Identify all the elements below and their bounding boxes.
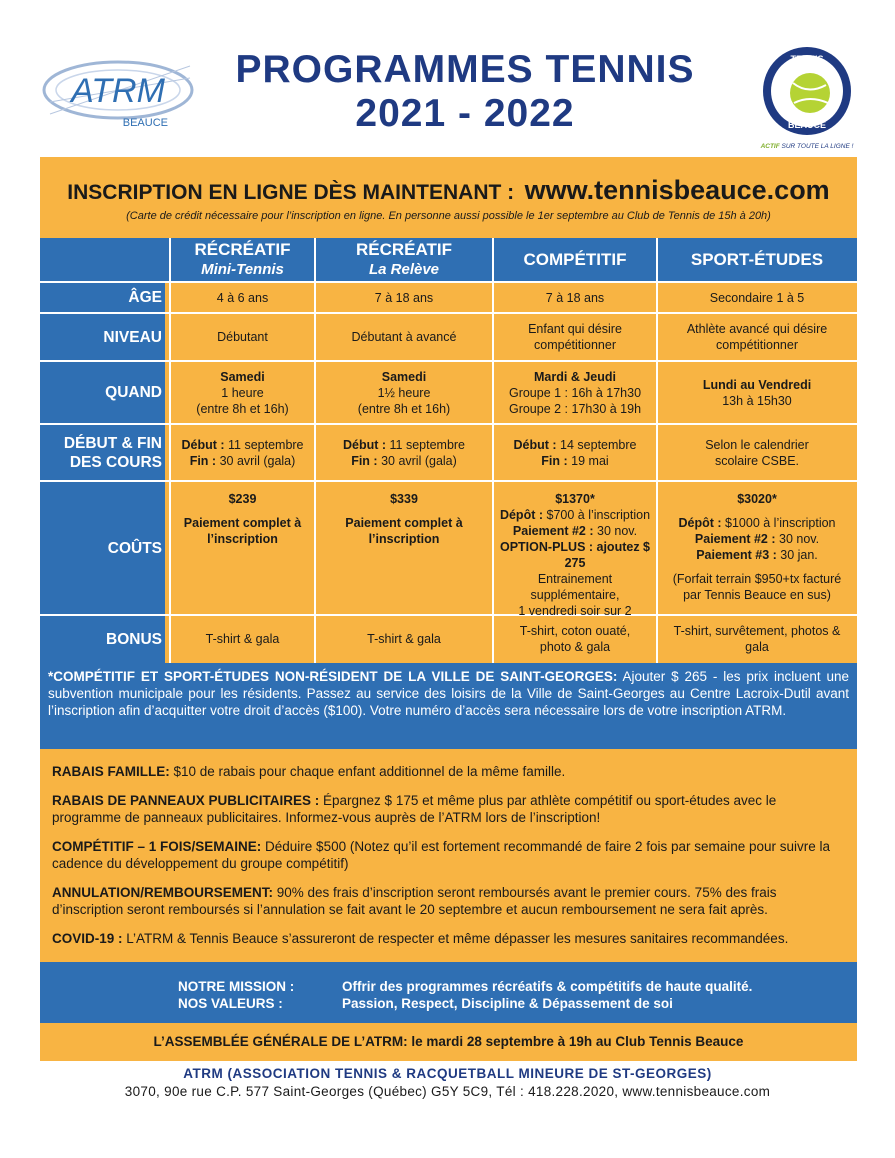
tennis-beauce-logo [760,45,855,155]
svg-text:ACTIF SUR TOUTE LA LIGNE ! [760,143,854,150]
registration-url-link[interactable]: www.tennisbeauce.com [524,175,830,205]
registration-label: INSCRIPTION EN LIGNE DÈS MAINTENANT : [67,181,515,204]
programs-table [40,238,857,663]
row-label-bonus: BONUS [106,630,162,648]
values-text: Passion, Respect, Discipline & Dépassement de soi [342,996,673,1011]
debut-fin-cell: Début : 11 septembre Fin : 30 avril (gala) [342,437,466,468]
info-block [40,749,857,962]
niveau-cell: Athlète avancé qui désire compétitionner [686,322,828,352]
footer-address: 3070, 90e rue C.P. 577 Saint-Georges (Québec) G5Y 5C9, Tél : 418.228.2020, www.tennisbeauce.com [124,1084,771,1099]
debut-fin-cell: Début : 11 septembre Fin : 30 avril (gala) [181,437,304,468]
bonus-cell: T-shirt & gala [367,632,441,646]
nonresident-text: Ajouter $ 265 - les prix incluent une subvention municipale pour les résidents. Passez au service des loisirs de la Ville de Saint-Georges au Centre Lacroix-Dutil avant l’inscription afin d’acquitter votre droit d’accès ($100). Votre numéro d’accès sera nécessaire lors de votre inscription ATRM. [48,669,849,718]
quand-cell: Mardi & Jeudi Groupe 1 : 16h à 17h30 Groupe 2 : 17h30 à 19h [508,369,642,416]
mission-text: Offrir des programmes récréatifs & compétitifs de haute qualité. [342,979,753,994]
niveau-cell: Débutant à avancé [351,330,457,344]
title-line-2: 2021 - 2022 [355,92,575,135]
column-header-la-releve: RÉCRÉATIF La Relève [355,240,452,278]
age-cell: Secondaire 1 à 5 [709,290,805,305]
quand-cell: Lundi au Vendredi 13h à 15h30 [702,377,812,408]
agm-notice: L’ASSEMBLÉE GÉNÉRALE DE L’ATRM: le mardi 28 septembre à 19h au Club Tennis Beauce [40,1023,857,1061]
column-header-mini-tennis: RÉCRÉATIF Mini-Tennis [194,240,291,278]
info-item-annulation: ANNULATION/REMBOURSEMENT: 90% des frais d’inscription seront remboursés avant le premier cours. 75% des frais d’inscription seront remboursés si l’annulation se fait avant le 20 septembre et aucun remboursement ne sera fait après. [52,885,777,917]
logo-tag-rest: SUR TOUTE LA LIGNE ! [779,143,854,150]
row-label-couts: COÛTS [107,539,162,557]
atrm-logo-sub: BEAUCE [122,117,168,129]
bonus-cell: T-shirt, coton ouaté, photo & gala [519,624,631,654]
row-label-debut-fin: DÉBUT & FIN DES COURS [63,434,162,471]
quand-cell: Samedi 1½ heure (entre 8h et 16h) [357,369,451,416]
bonus-cell: T-shirt & gala [205,632,280,646]
row-label-quand: QUAND [105,384,162,401]
logo-right-top: TENNIS [790,54,824,64]
couts-cell: $1370* Dépôt : $700 à l’inscription Paiement #2 : 30 nov. OPTION-PLUS : ajoutez $ 275 Entrainement supplémentaire, 1 vendredi soir sur 2 [499,492,651,618]
nonresident-note [40,663,857,749]
registration-note: (Carte de crédit nécessaire pour l’inscription en ligne. En personne aussi possible le 1er septembre au Club de Tennis de 15h à 20h) [126,210,771,222]
info-item-covid: COVID-19 : L’ATRM & Tennis Beauce s’assureront de respecter et même dépasser les mesures sanitaires recommandées. [52,931,789,946]
mission-block [40,962,857,1023]
age-cell: 4 à 6 ans [216,290,269,305]
couts-cell: $339 Paiement complet à l’inscription [345,492,463,546]
logo-tag-actif: ACTIF [760,143,780,150]
registration-band [40,157,857,238]
title-line-1: PROGRAMMES TENNIS [235,48,695,91]
info-item-panneaux: RABAIS DE PANNEAUX PUBLICITAIRES : Épargnez $ 175 et même plus par athlète compétitif ou sport-études avec le programme de panneaux publicitaires. Informez-vous auprès de l’ATRM lors de l’inscription! [52,793,777,825]
atrm-logo [40,52,200,132]
footer-org: ATRM (ASSOCIATION TENNIS & RACQUETBALL MINEURE DE ST-GEORGES) [183,1066,712,1081]
niveau-cell: Enfant qui désire compétitionner [528,322,622,352]
info-item-competitif: COMPÉTITIF – 1 FOIS/SEMAINE: Déduire $500 (Notez qu’il est fortement recommandé de faire 2 fois par semaine pour suivre la cadence du développement du groupe compétitif) [52,839,831,871]
values-label: NOS VALEURS : [178,996,283,1011]
row-label-age: ÂGE [128,289,162,306]
age-cell: 7 à 18 ans [545,290,605,305]
quand-cell: Samedi 1 heure (entre 8h et 16h) [196,369,289,416]
couts-cell: $3020* Dépôt : $1000 à l’inscription Paiement #2 : 30 nov. Paiement #3 : 30 jan. (Forfait terrain $950+tx facturé par Tennis Beauce en sus) [672,492,842,602]
row-label-niveau: NIVEAU [103,328,162,346]
niveau-cell: Débutant [217,330,268,344]
column-header-sport-etudes: SPORT-ÉTUDES [690,250,824,269]
info-item-rabais-famille: RABAIS FAMILLE: $10 de rabais pour chaque enfant additionnel de la même famille. [52,764,566,779]
bonus-cell: T-shirt, survêtement, photos & gala [673,624,841,654]
page-title [200,48,730,136]
column-header-competitif: COMPÉTITIF [523,250,627,269]
debut-fin-cell: Selon le calendrier scolaire CSBE. [705,437,809,468]
age-cell: 7 à 18 ans [374,290,434,305]
logo-right-bottom: BEAUCE [787,120,827,130]
couts-cell: $239 Paiement complet à l’inscription [183,492,302,546]
debut-fin-cell: Début : 14 septembre Fin : 19 mai [513,437,637,468]
atrm-logo-text: ATRM [71,72,165,110]
nonresident-heading: *COMPÉTITIF ET SPORT-ÉTUDES NON-RÉSIDENT DE LA VILLE DE SAINT-GEORGES: [48,669,618,684]
mission-label: NOTRE MISSION : [178,979,295,994]
